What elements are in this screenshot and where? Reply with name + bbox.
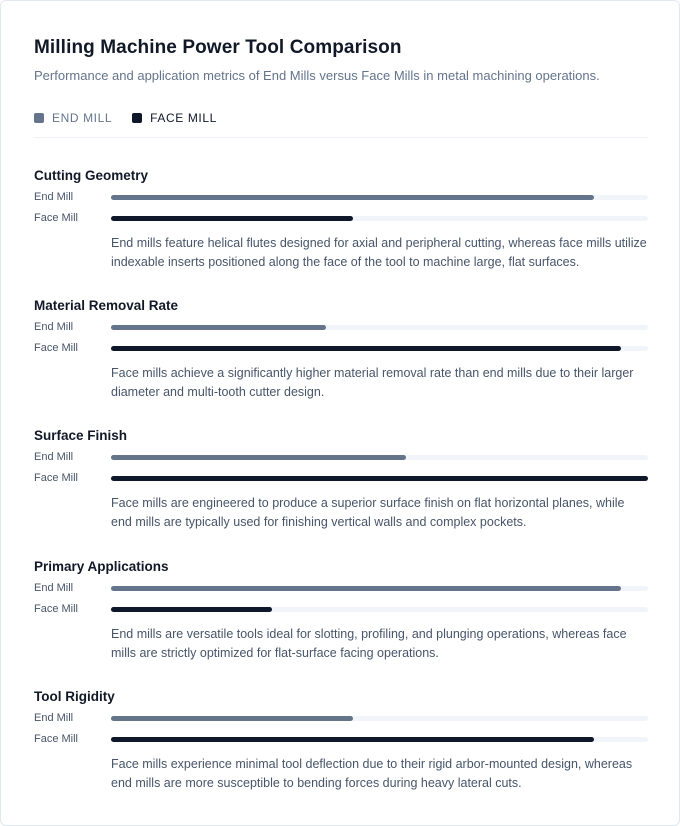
metric-description: End mills feature helical flutes designed for axial and peripheral cutting, whereas face mills utilize indexable inserts positioned along the face of the tool to machine large, flat surfaces. <box>111 236 647 269</box>
bar-row-face-mill <box>34 468 648 488</box>
bar-track <box>111 476 648 481</box>
bar-face-mill <box>111 346 621 351</box>
metric-section <box>34 166 648 271</box>
bar-row-face-mill <box>34 599 648 619</box>
bar-track <box>111 586 648 591</box>
metric-description: End mills are versatile tools ideal for slotting, profiling, and plunging operations, whereas face mills are strictly optimized for flat-surface facing operations. <box>111 627 627 660</box>
metric-title: Cutting Geometry <box>34 168 149 183</box>
bar-track <box>111 455 648 460</box>
row-label-face-mill: Face Mill <box>34 733 79 745</box>
metric-section <box>34 426 648 531</box>
row-label-end-mill: End Mill <box>34 582 74 594</box>
row-label-face-mill: Face Mill <box>34 603 79 615</box>
row-label-face-mill: Face Mill <box>34 342 79 354</box>
bar-end-mill <box>111 716 353 721</box>
header-divider <box>34 137 648 138</box>
metric-description: Face mills are engineered to produce a superior surface finish on flat horizontal planes, while end mills are typically used for finishing vertical walls and complex pockets. <box>111 496 625 529</box>
bar-end-mill <box>111 586 621 591</box>
bar-row-end-mill <box>34 317 648 337</box>
bar-track <box>111 716 648 721</box>
row-label-end-mill: End Mill <box>34 712 74 724</box>
metric-title: Material Removal Rate <box>34 298 179 313</box>
metric-section <box>34 296 648 401</box>
bar-end-mill <box>111 325 326 330</box>
bar-face-mill <box>111 476 648 481</box>
metric-description: Face mills achieve a significantly higher material removal rate than end mills due to their larger diameter and multi-tooth cutter design. <box>111 366 634 399</box>
bar-end-mill <box>111 455 406 460</box>
chart-title: Milling Machine Power Tool Comparison <box>34 37 402 58</box>
row-label-end-mill: End Mill <box>34 191 74 203</box>
bar-row-face-mill <box>34 338 648 358</box>
legend-swatch-face-mill <box>132 113 142 123</box>
chart-subtitle: Performance and application metrics of End Mills versus Face Mills in metal machining operations. <box>34 68 600 83</box>
bar-row-face-mill <box>34 729 648 749</box>
bar-track <box>111 346 648 351</box>
bar-track <box>111 325 648 330</box>
row-label-end-mill: End Mill <box>34 451 74 463</box>
bar-row-face-mill <box>34 208 648 228</box>
metric-section <box>34 557 648 662</box>
bar-end-mill <box>111 195 594 200</box>
bar-track <box>111 195 648 200</box>
metric-description: Face mills experience minimal tool deflection due to their rigid arbor-mounted design, whereas end mills are more susceptible to bending forces during heavy lateral cuts. <box>111 757 633 790</box>
row-label-face-mill: Face Mill <box>34 212 79 224</box>
bar-track <box>111 737 648 742</box>
bar-row-end-mill <box>34 708 648 728</box>
bar-face-mill <box>111 216 353 221</box>
row-label-face-mill: Face Mill <box>34 472 79 484</box>
metric-title: Tool Rigidity <box>34 689 115 704</box>
bar-row-end-mill <box>34 578 648 598</box>
bar-track <box>111 216 648 221</box>
bar-track <box>111 607 648 612</box>
legend-swatch-end-mill <box>34 113 44 123</box>
metric-section <box>34 687 648 792</box>
bar-face-mill <box>111 737 594 742</box>
bar-row-end-mill <box>34 447 648 467</box>
legend-item-face-mill <box>132 111 217 125</box>
bar-row-end-mill <box>34 187 648 207</box>
legend-label-end-mill: END MILL <box>52 111 113 125</box>
legend-label-face-mill: FACE MILL <box>150 111 217 125</box>
metric-title: Surface Finish <box>34 428 128 443</box>
row-label-end-mill: End Mill <box>34 321 74 333</box>
metric-title: Primary Applications <box>34 559 169 574</box>
legend-item-end-mill <box>34 111 112 125</box>
bar-face-mill <box>111 607 272 612</box>
legend <box>34 111 237 125</box>
